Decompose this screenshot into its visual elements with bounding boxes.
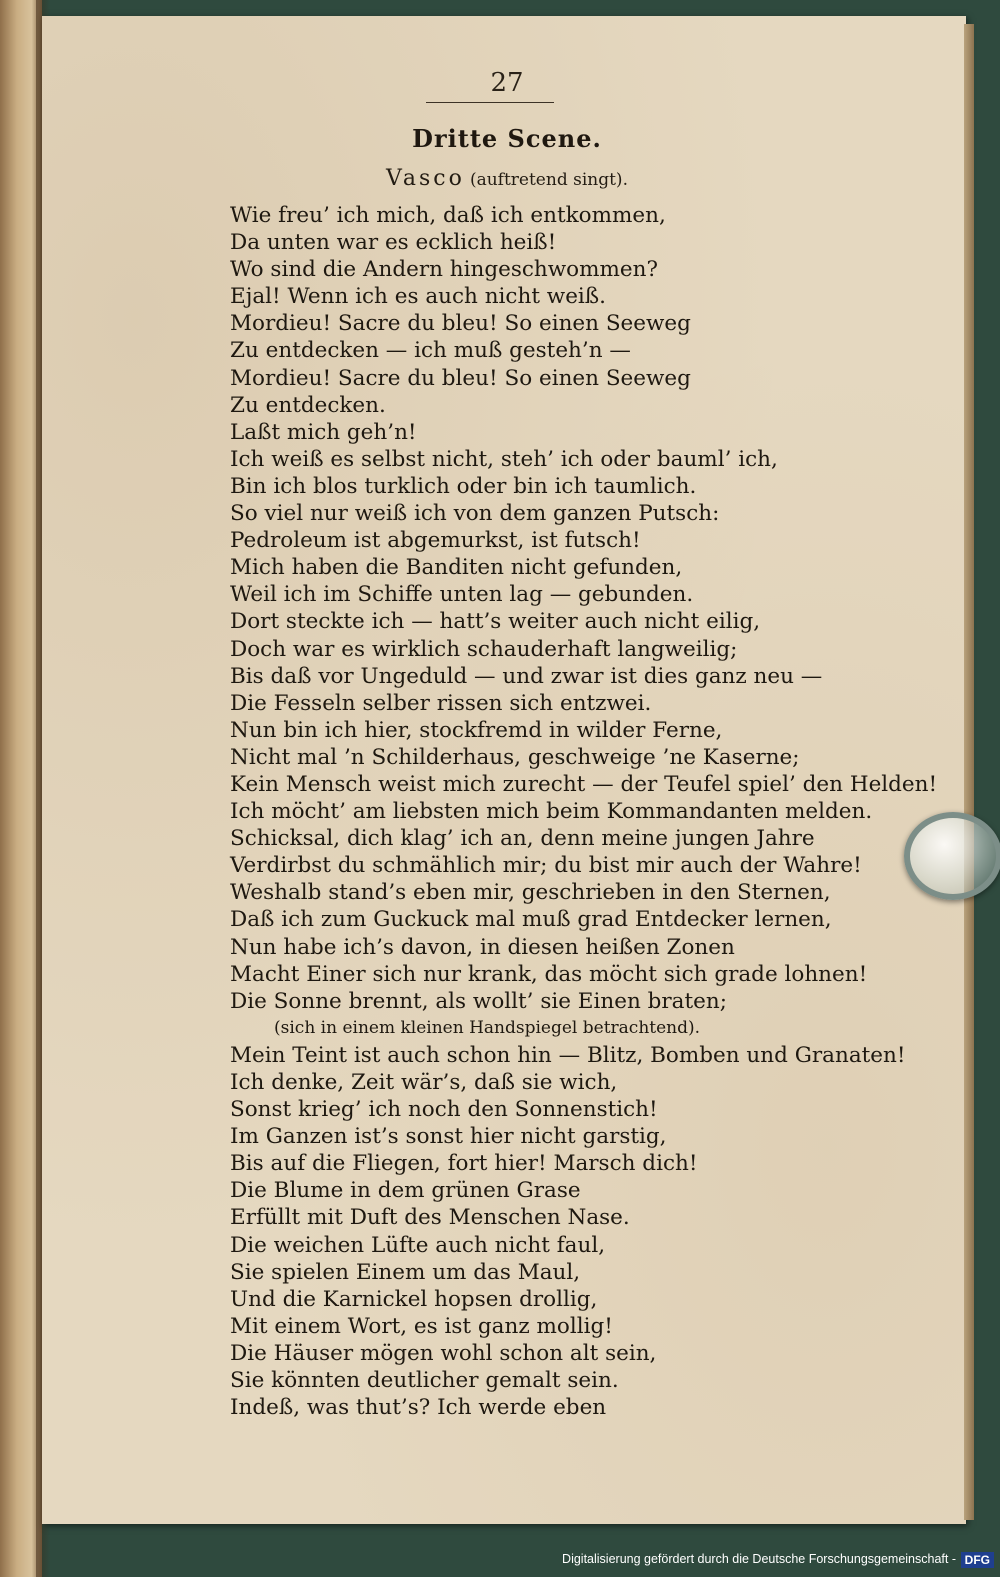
- verse-line: Ejal! Wenn ich es auch nicht weiß.: [230, 284, 606, 310]
- verse-line: Mit einem Wort, es ist ganz mollig!: [230, 1313, 613, 1339]
- verse-line: Sie spielen Einem um das Maul,: [230, 1259, 581, 1285]
- verse-line: Ich möcht’ am liebsten mich beim Kommandanten melden.: [230, 799, 873, 825]
- verse-line: Die Blume in dem grünen Grase: [230, 1178, 581, 1204]
- scanned-page: [42, 16, 966, 1524]
- verse-line: Ich denke, Zeit wär’s, daß sie wich,: [230, 1070, 618, 1095]
- verse-line: Macht Einer sich nur krank, das möcht sich grade lohnen!: [230, 961, 868, 987]
- verse-line: Zu entdecken.: [230, 392, 386, 418]
- verse-line: Sonst krieg’ ich noch den Sonnenstich!: [230, 1097, 658, 1123]
- verse-line: Kein Mensch weist mich zurecht — der Teufel spiel’ den Helden!: [230, 771, 938, 797]
- verse-list: [230, 202, 937, 1421]
- verse-line: Bis daß vor Ungeduld — und zwar ist dies ganz neu —: [230, 663, 823, 689]
- verse-line: Wo sind die Andern hingeschwommen?: [230, 257, 658, 283]
- verse-line: Die weichen Lüfte auch nicht faul,: [230, 1232, 606, 1258]
- verse-line: Die Fesseln selber rissen sich entzwei.: [230, 690, 652, 716]
- verse-line: Die Häuser mögen wohl schon alt sein,: [230, 1340, 657, 1366]
- verse-line: Mordieu! Sacre du bleu! So einen Seeweg: [230, 311, 691, 337]
- verse-line: Schicksal, dich klag’ ich an, denn meine jungen Jahre: [230, 826, 815, 852]
- magnifier-icon[interactable]: [904, 812, 1000, 900]
- page-number: 27: [490, 68, 524, 98]
- verse-line: Erfüllt mit Duft des Menschen Nase.: [230, 1205, 630, 1231]
- verse-line: Zu entdecken — ich muß gesteh’n —: [230, 338, 631, 364]
- verse-line: Laßt mich geh’n!: [230, 419, 417, 445]
- scene-title: Dritte Scene.: [412, 124, 602, 153]
- stage-direction-line: (sich in einem kleinen Handspiegel betrachtend).: [274, 1017, 701, 1038]
- verse-line: Nun bin ich hier, stockfremd in wilder Ferne,: [230, 717, 723, 743]
- verse-line: Die Sonne brennt, als wollt’ sie Einen braten;: [230, 988, 727, 1014]
- stage-direction: (auftretend singt).: [469, 170, 628, 190]
- verse-line: Sie könnten deutlicher gemalt sein.: [230, 1368, 619, 1394]
- verse-line: Doch war es wirklich schauderhaft langweilig;: [230, 636, 738, 662]
- verse-line: Bis auf die Fliegen, fort hier! Marsch dich!: [230, 1151, 698, 1177]
- verse-line: Bin ich blos turklich oder bin ich taumlich.: [230, 473, 697, 499]
- verse-line: Daß ich zum Guckuck mal muß grad Entdecker lernen,: [230, 907, 832, 933]
- verse-line: Wie freu’ ich mich, daß ich entkommen,: [230, 203, 666, 228]
- verse-line: Mich haben die Banditen nicht gefunden,: [230, 555, 683, 581]
- funding-note: Digitalisierung gefördert durch die Deutsche Forschungsgemeinschaft -: [562, 1552, 956, 1566]
- verse-line: Nun habe ich’s davon, in diesen heißen Zonen: [230, 934, 735, 960]
- verse-line: Pedroleum ist abgemurkst, ist futsch!: [230, 528, 641, 554]
- speaker-line: [42, 166, 972, 191]
- page-stack-edge: [964, 24, 974, 1520]
- speaker-name: Vasco: [386, 166, 465, 191]
- verse-line: Verdirbst du schmählich mir; du bist mir auch der Wahre!: [230, 853, 862, 879]
- verse-line: Dort steckte ich — hatt’s weiter auch nicht eilig,: [230, 609, 761, 635]
- dfg-logo: DFG: [961, 1552, 994, 1568]
- verse-line: Weshalb stand’s eben mir, geschrieben in den Sternen,: [230, 880, 831, 906]
- verse-line: Mein Teint ist auch schon hin — Blitz, Bomben und Granaten!: [230, 1042, 906, 1068]
- verse-line: Ich weiß es selbst nicht, steh’ ich oder bauml’ ich,: [230, 446, 778, 472]
- verse-line: Mordieu! Sacre du bleu! So einen Seeweg: [230, 365, 691, 391]
- verse-line: So viel nur weiß ich von dem ganzen Putsch:: [230, 501, 720, 527]
- verse-line: Und die Karnickel hopsen drollig,: [230, 1286, 598, 1312]
- verse-line: Nicht mal ’n Schilderhaus, geschweige ’ne Kaserne;: [230, 744, 800, 770]
- header-rule: [426, 102, 554, 103]
- verse-line: Im Ganzen ist’s sonst hier nicht garstig,: [230, 1124, 667, 1150]
- verse-line: Da unten war es ecklich heiß!: [230, 230, 557, 256]
- verse-line: Weil ich im Schiffe unten lag — gebunden.: [230, 582, 694, 608]
- verse-line: Indeß, was thut’s? Ich werde eben: [230, 1395, 607, 1421]
